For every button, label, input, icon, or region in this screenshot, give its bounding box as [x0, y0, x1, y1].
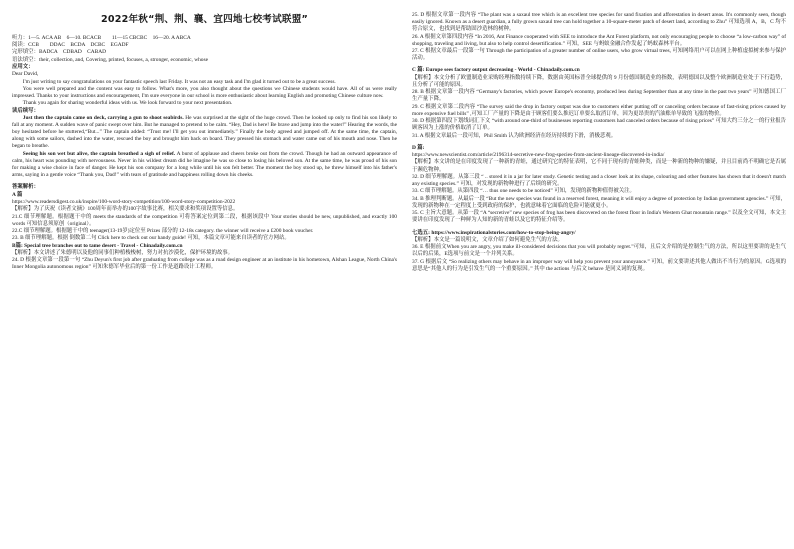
letter-paragraph-3: Thank you again for sharing wonderful ideas with us. We look forward to your next presentation.: [22, 100, 233, 107]
answer-28: 28. B 根据文章第一段内容 “Germany's factories, which power Europe's economy, produced less during September than at any time in the past two years” 可知德国工厂生产量下降。: [412, 89, 786, 103]
answer-24: 24. D 根据文章第一段第一句 “Zhu Deyun's first job after graduating from college was as a road design engineer at an institute in his hometown, Alshan League, North China's Inner Mongolia autonomous region” 可知朱德军毕业后的第一份工作是道路设计工程师。: [12, 257, 397, 271]
continuation-label: 读后续写：: [12, 107, 39, 114]
source-link-d[interactable]: https://www.newscientist.com/article/2196314-secretive-new-frog-species-from-ancient-lineage-discovered-in-india/: [412, 152, 665, 159]
analysis-seven-intro: 【解析】本文是一篇说明文，文章介绍了如何避免生气的方法。: [412, 236, 563, 243]
section-b-heading: B篇: Special tree branches out to tame desert - Travel - Chinadaily.com.cn: [12, 242, 183, 249]
right-column: [412, 12, 786, 273]
key-listening: 听力：1—5. ACA AB 6—10. BCACB 11—15 CBCBC 16—20. A ABCA: [12, 34, 191, 41]
analysis-a-intro: 【解析】为了庆祝《读者文摘》100周年而举办的100字故事比赛，相关要求和奖项设置等信息。: [12, 206, 239, 213]
answer-30: 30. D 根据第四段下划线词汇下文 “with around one-third of businesses reporting customers had canceled orders because of rising prices” 可知大约三分之一的行业报告顾客因为上涨的价格取消了订单。: [412, 118, 786, 132]
key-cloze: 完形填空：BADCA CDBAD CABAD: [12, 49, 107, 56]
analysis-b-intro: 【解析】本文讲述了朱德明以及他的同事们种植梭梭树，努力对抗沙漠化，保护环境的故事。: [12, 250, 234, 257]
story-paragraph-1-body: He was surprised at the sight of the huge crowd. Then he looked up only to find his son likely to fall at any moment. A sudden wave of panic swept over him. But he managed to pretend to be calm. “Hey, Dad is here! Be brave and jump into the water!” Hearing the words, the boy hesitated before he stuttered,“But...” The captain added: “Trust me! I'll get you out immediately.” Finally the body agreed and jumped off. At the same time, the captain, along with some sailors, dashed into the water, rescued the boy and brought him back on board. They pressed his stomach and water came out of his mouth and nose. Then he began to breathe.: [12, 114, 397, 150]
story-paragraph-2: [12, 151, 397, 180]
key-reading: 阅读：CCB DDAC BCDA DCBC EGADF: [12, 41, 129, 48]
analysis-d-intro: 【解析】本文讲的是在印度发现了一种新的青蛙，通过研究它的特征表明，它不同于现有的青蛙种类，而是一种新的物种的嫌疑，并且目前尚不明确它是否属于濒危物种。: [412, 159, 786, 173]
answer-23: 23. B 细节理解题。根据 倒数第二句 Click here to check out our handy guide! 可知，本篇文章可能来自读者的官方网站。: [12, 235, 290, 242]
section-seven-heading: 七选五: https://www.inspirationalstories.com/how-to-stop-being-angry/: [412, 229, 576, 236]
answer-25: 25. D 根据文章第一段内容 “The plant was a saxaul tree which is an excellent tree species for sand fixation and afforestation in desert areas. It's commonly seen, though easily ignored. Known as a desert guardian, a fully grown saxaul tree can hold together a 10-square-meter patch of desert land, according to Zhu” 可知选项 A，B，C 均不符合原文，也找到是帮助固沙造林的树种。: [412, 12, 786, 33]
answer-21: 21.C 细节理解题。根据题干中的 meets the standards of the competition 可将答案定位到第二段，根据该段中 Your stories should be new, unpublished, and exactly 100 words 可知信息须原创（original）。: [12, 213, 397, 227]
answer-26: 26. A 根据文章第四段内容 “In 2016, Ant Finance cooperated with SEE to introduce the Ant Forest platform, not only encouraging people to choose “a low-carbon way” of shopping, traveling and living, but also to help control desertification.” 可知，SEE 与蚂蚁金融合作发起了蚂蚁森林平台。: [412, 33, 786, 47]
analysis-label: 答案解析：: [12, 184, 39, 191]
writing-label: 应用文：: [12, 63, 34, 70]
answer-36: 36. E 根据前文When you are angry, you make ill-considered decisions that you will probably regret.”可知，且后文介绍的是控制生气的方法，所以这里要讲的是生气以后的后果，E选项与前文是一个并列关系。: [412, 244, 786, 258]
story-paragraph-2-body: A burst of applause and cheers broke out from the crowd. Though he had an outward appearance of calm, his heart was pounding with nervousness. Never in his wildest dream did he imagine he was so close to losing his beloved son. At the same time, he was proud of his son for making a wise choice in face of danger. He kept his son company for a long while until his son felt better. The moment the boy stood up, he threw himself into his father's arms, saying in a gentle voice “Thank you, Dad!” with tears of gratitude and happiness rolling down his cheeks.: [12, 150, 397, 179]
answer-22: 22.C 细节理解题。根据题干中的 teenager(13-19岁)定位至 Prizes 部分的 12-18s category. the winner will receive a £200 book voucher.: [12, 228, 314, 235]
section-c-heading: C 篇: Europe sees factory output decreasing - World - Chinadaily.com.cn: [412, 67, 580, 74]
story-paragraph-1-lead: Just then the captain came on deck, carrying a gun to shoot seabirds.: [22, 114, 184, 121]
source-link-a[interactable]: https://www.readersdigest.co.uk/inspire/100-word-story-competition/100-word-story-competition-2022: [12, 199, 236, 206]
story-paragraph-2-lead: Seeing his son wet but alive, the captain breathed a sigh of relief.: [22, 150, 176, 157]
section-d-heading: D 篇:: [412, 144, 425, 151]
page-title: 2022年秋“荆、荆、襄、宜四地七校考试联盟”: [100, 14, 308, 25]
answer-29: 29. C 根据文章第二段内容 “The survey said the drop in factory output was due to customers either putting off or canceling orders because of fast-rising prices caused by more expensive fuel bills” ,可知工厂产量的下降是由于顾客们要么推迟订单要么取消订单，因为更昂贵的汽油账单导致的飞涨的物价。: [412, 103, 786, 117]
answer-35: 35. C 主旨大意题。从第一段 “A “secretive” new species of frog has been discovered on the forest floor in India's Western Ghat mountain range.” 以及全文可知，本文主要讲在印度发现了一种鲜为人知的新的青蛙以及它的特征介绍等。: [412, 210, 786, 224]
answer-37: 37. G 根据后文 “So realizing others may behave in an improper way will help you prevent your annoyance.” 可知，前文要讲述其他人做出不当行为的原因。G选项的意思是“其他人的行为是引发生气的一个重要原因。” 其中 the actions 与后文 behave 是同义词的复现。: [412, 258, 786, 272]
letter-greeting: Dear David,: [12, 71, 39, 78]
section-a-heading: A 篇: [12, 191, 23, 198]
letter-paragraph-2: You were well prepared and the content was easy to follow. What's more, you also thought about the questions we Chinese students would have. All of us were really impressed. Thanks to your instructions and encouragement, I'm sure everyone in our school is more enthusiastic about learning English and promoting Chinese culture now.: [12, 85, 397, 99]
key-grammar: 语法填空：their, collection, and, Covering, printed, focuses, a, stronger, economic, whose: [12, 56, 208, 63]
answer-33: 33. C 细节理解题。从第四段 “… thus one needs to be noticed” 可知，发现的新物种值得被关注。: [412, 188, 635, 195]
left-column: [12, 12, 397, 272]
answer-31: 31. A 根据文章最后一段可知，Phil Smith 认为欧洲经济在经历持续的下滑，消极悲观。: [412, 132, 617, 139]
answer-32: 32. D 细节理解题。从第三段 “ .. stored it in a jar for later study. Genetic testing and a closer look at its shape, colouring and other features has shown that it doesn't match any existing species.” 可知，对发现的新物种进行了后续的研究。: [412, 173, 786, 187]
answer-27: 27. C 根据文章最后一段第一句 Through the participation of a greater number of online users, who grow virtual trees, 可知网络用户可以在网上种植虚拟树来参与保护活动。: [412, 48, 786, 62]
letter-paragraph-1: I'm just writing to say congratulations on your fantastic speech last Friday. It was not an easy task and I'm glad it turned out to be a great success.: [22, 78, 336, 85]
story-paragraph-1: [12, 115, 397, 151]
answer-34: 34. B 推理判断题。从最后一段 “But the new species was found in a reserved forest, meaning it will enjoy a degree of protection by Indian government agencies.” 可知，发现的新物种在一定程度上受到政府的保护，也就意味着它面临的危险可能就更小。: [412, 195, 786, 209]
analysis-c-intro: 【解析】本文分析了欧盟制造业采购经理指数持续下降，数据由英国标普全球提供的 9 月份德国制造业的指数，表明德国以及整个欧洲制造业处于下行趋势，且分析了可能的原因。: [412, 74, 786, 88]
